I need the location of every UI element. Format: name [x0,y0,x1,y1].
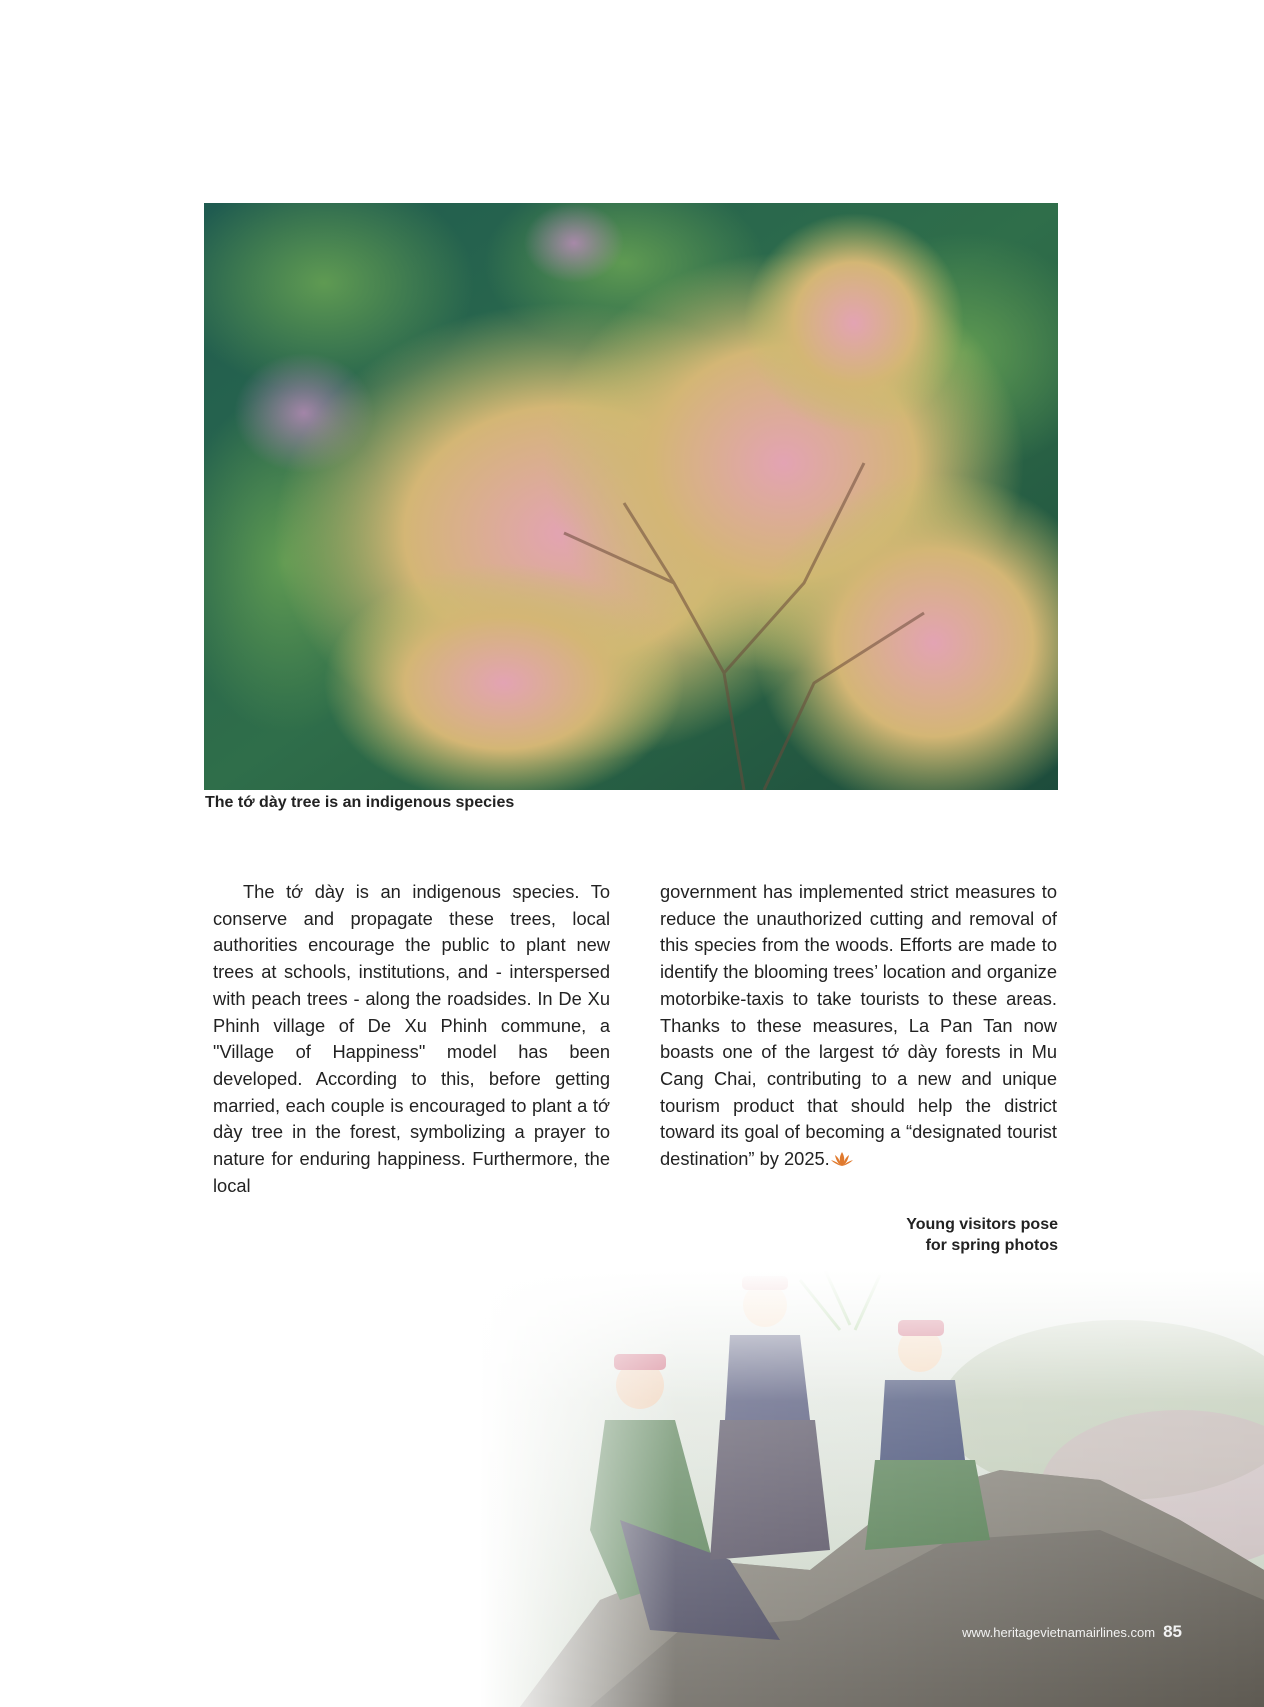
photo-caption-top: The tớ dày tree is an indigenous species [205,794,515,811]
blossom-tree-photo [204,203,1058,790]
website-url: www.heritagevietnamairlines.com [962,1625,1156,1640]
article-column-right-text: government has implemented strict measures to reduce the unauthorized cutting and removal of this species from the woods. Efforts are made to identify the blooming trees’ location and organize motorbike-taxis to take tourists to these areas. Thanks to these measures, La Pan Tan now boasts one of the largest tớ dày forests in Mu Cang Chai, contributing to a new and unique tourism product that should help the district toward its goal of becoming a “designated tourist destination” by 2025. [660,881,1057,1170]
photo-caption-bottom [906,1214,1058,1256]
caption-line-1: Young visitors pose [906,1216,1058,1233]
lotus-icon [831,1147,853,1161]
caption-line-2: for spring photos [925,1237,1058,1254]
page-footer [962,1622,1182,1642]
article-column-right [660,879,1057,1173]
page-number: 85 [1163,1622,1182,1641]
article-column-left: The tớ dày is an indigenous species. To conserve and propagate these trees, local authorities encourage the public to plant new trees at schools, institutions, and - interspersed with peach trees - along the roadsides. In De Xu Phinh village of De Xu Phinh commune, a "Village of Happiness" model has been developed. According to this, before getting married, each couple is encouraged to plant a tớ dày tree in the forest, symbolizing a prayer to nature for enduring happiness. Furthermore, the local [213,881,610,1196]
